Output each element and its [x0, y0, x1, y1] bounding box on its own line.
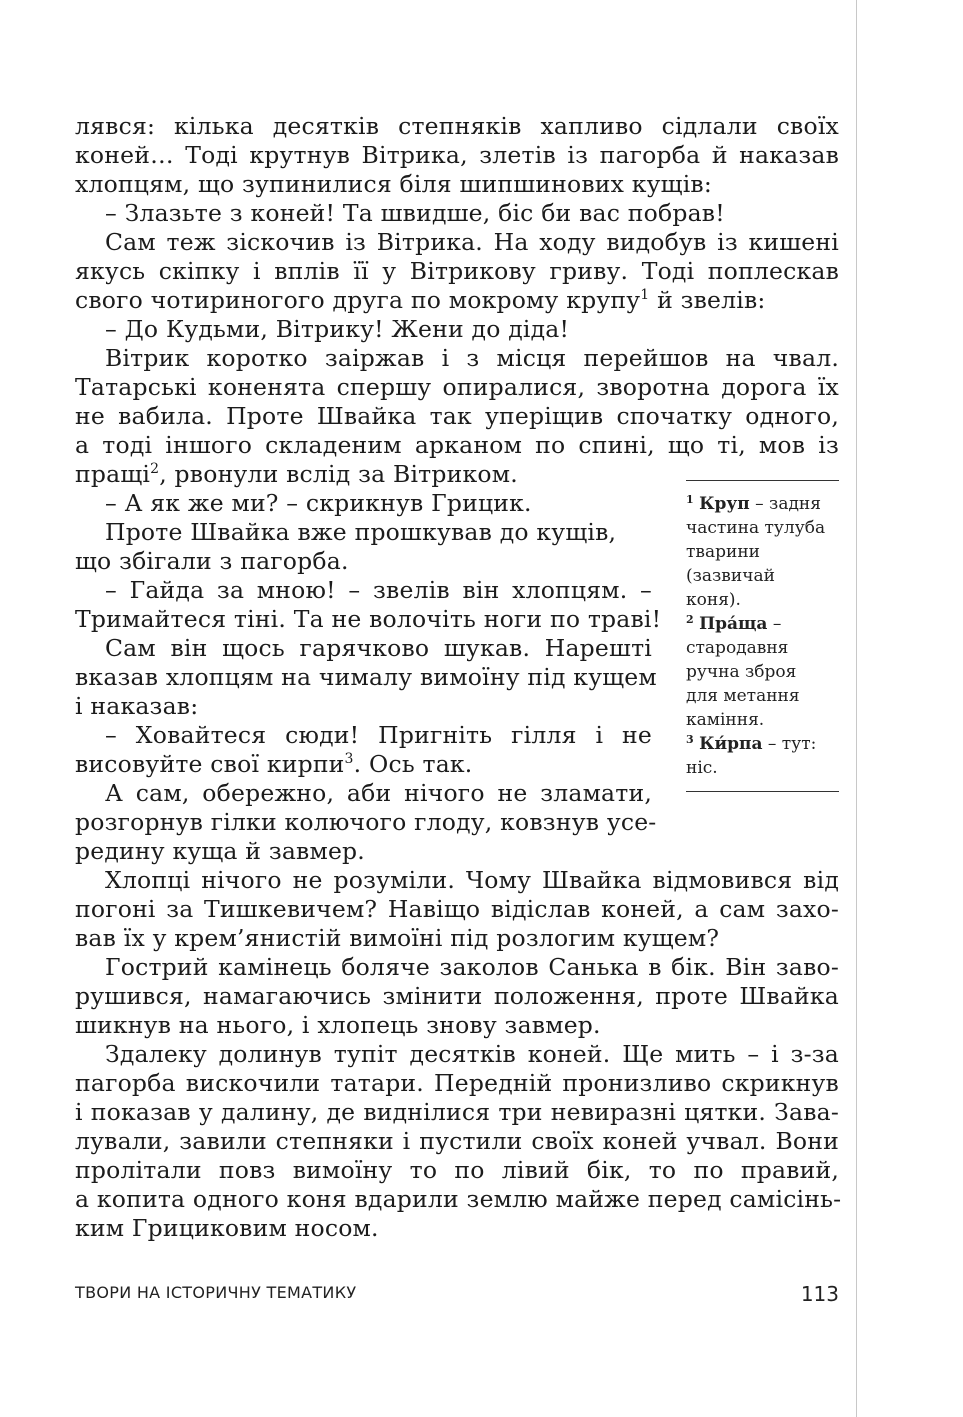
text-line: Тримайтеся тіні. Та не волочіть ноги по траві!: [75, 605, 662, 633]
footnote-line: каміння.: [686, 710, 765, 730]
text-line: і показав у далину, де виднілися три невиразні цятки. Зава-: [75, 1098, 839, 1126]
text-line: розгорнув гілки колючого глоду, ковзнув усе-: [75, 808, 657, 836]
text-line: Сам теж зіскочив із Вітрика. На ходу видобув із кишені: [105, 228, 839, 256]
text-line: Сам він щось гарячково шукав. Нарешті: [105, 634, 652, 662]
text-line: висовуйте свої кирпи$^3$. Ось так.: [75, 750, 473, 778]
footnote-line: для метання: [686, 686, 800, 706]
text-line: а тоді іншого складеним арканом по спині, що ті, мов із: [75, 431, 839, 459]
text-line: що збігали з пагорба.: [75, 547, 349, 575]
footnote-line: ніс.: [686, 758, 718, 778]
page-number: 113: [800, 1282, 839, 1306]
text-line: А сам, обережно, аби нічого не зламати,: [105, 779, 652, 807]
text-line: Гострий камінець боляче заколов Санька в бік. Він заво-: [105, 953, 839, 981]
text-line: свого чотириногого друга по мокрому крупу$^1$ й звелів:: [75, 286, 766, 314]
footnote-mark: 2: [150, 461, 160, 477]
text-line: – До Кудьми, Вітрику! Жени до діда!: [105, 315, 570, 343]
text-line: погоні за Тишкевичем? Навіщо відіслав коней, а сам захо-: [75, 895, 839, 923]
text-line: рушився, намагаючись змінити положення, проте Швайка: [75, 982, 839, 1010]
footnote-2: $^2$ Пра́ща –: [686, 613, 782, 634]
footnote-bottom-rule: [686, 791, 839, 792]
text-line: шикнув на нього, і хлопець знову завмер.: [75, 1011, 601, 1039]
footnote-line: стародавня: [686, 638, 789, 658]
text-line: Проте Швайка вже прошкував до кущів,: [105, 518, 617, 546]
text-line: – Ховайтеся сюди! Пригніть гілля і не: [105, 721, 652, 749]
running-footer-title: ТВОРИ НА ІСТОРИЧНУ ТЕМАТИКУ: [75, 1283, 357, 1302]
text-line: лували, завили степняки і пустили своїх коней учвал. Вони: [75, 1127, 839, 1155]
text-line: – Злазьте з коней! Та швидше, біс би вас побрав!: [105, 199, 725, 227]
text-line: якусь скіпку і вплів її у Вітрикову гриву. Тоді поплескав: [75, 257, 839, 285]
footnote-line: ручна зброя: [686, 662, 797, 682]
text-line: і наказав:: [75, 692, 199, 720]
footnote-mark: 1: [640, 287, 650, 303]
footnote-line: тварини: [686, 542, 760, 562]
text-line: пращі$^2$, рвонули вслід за Вітриком.: [75, 460, 518, 488]
text-line: коней… Тоді крутнув Вітрика, злетів із пагорба й наказав: [75, 141, 839, 169]
text-line: редину куща й завмер.: [75, 837, 365, 865]
text-line: пагорба вискочили татари. Передній пронизливо скрикнув: [75, 1069, 839, 1097]
text-line: хлопцям, що зупинилися біля шипшинових кущів:: [75, 170, 712, 198]
text-line: вав їх у крем’янистій вимоїні під розлогим кущем?: [75, 924, 720, 952]
footnote-top-rule: [686, 480, 839, 481]
text-line: Татарські коненята спершу опиралися, зворотна дорога їх: [75, 373, 839, 401]
text-line: – А як же ми? – скрикнув Грицик.: [105, 489, 532, 517]
text-line: пролітали повз вимоїну то по лівий бік, то по правий,: [75, 1156, 839, 1184]
text-line: не вабила. Проте Швайка так уперіщив спочатку одного,: [75, 402, 839, 430]
footnote-line: коня).: [686, 590, 741, 610]
footnote-line: частина тулуба: [686, 518, 826, 538]
footnote-1: $^1$ Круп – задня: [686, 493, 821, 514]
text-line: а копита одного коня вдарили землю майже перед самісінь-: [75, 1185, 842, 1213]
text-line: ким Грициковим носом.: [75, 1214, 379, 1242]
footnote-3: $^3$ Ки́рпа – тут:: [686, 733, 817, 754]
text-line: Хлопці нічого не розуміли. Чому Швайка відмовився від: [105, 866, 839, 894]
footnote-line: (зазвичай: [686, 566, 775, 586]
text-line: лявся: кілька десятків степняків хапливо сідлали своїх: [75, 112, 839, 140]
footnote-mark: 3: [344, 751, 354, 767]
text-line: Здалеку долинув тупіт десятків коней. Ще мить – і з-за: [105, 1040, 839, 1068]
text-line: Вітрик коротко заіржав і з місця перейшов на чвал.: [105, 344, 839, 372]
text-line: – Гайда за мною! – звелів він хлопцям. –: [105, 576, 652, 604]
text-line: вказав хлопцям на чималу вимоїну під кущем: [75, 663, 657, 691]
page-edge-line: [856, 0, 857, 1417]
